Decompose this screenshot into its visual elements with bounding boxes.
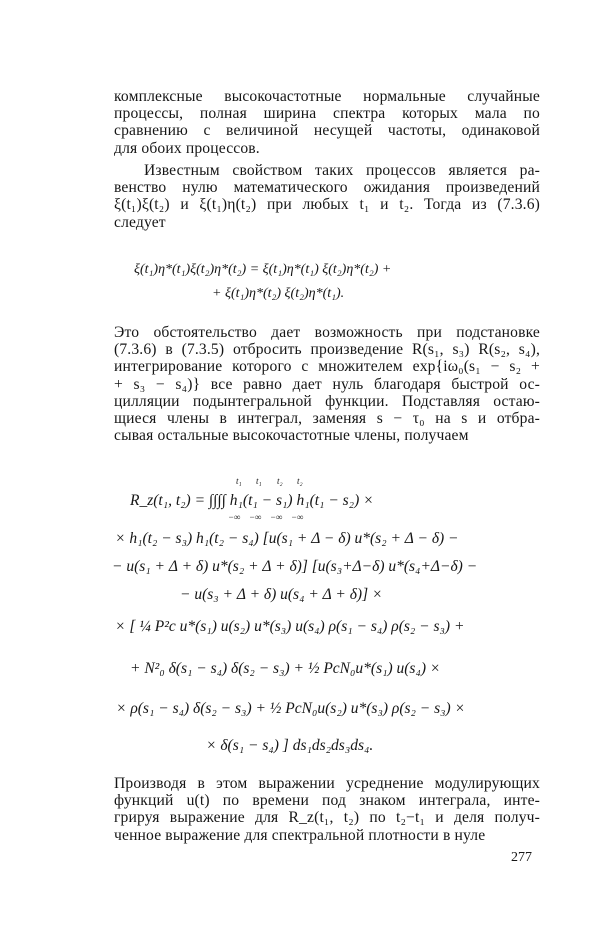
paragraph-2 xyxy=(114,162,540,231)
equation-1-line-1: ξ(t₁)η*(t₁)ξ(t₂)η*(t₂) = ξ(t₁)η*(t₁) ξ(t₂)η*(t₂) + xyxy=(134,262,392,277)
paragraph-3 xyxy=(114,324,540,444)
integral-upper-limit: t₁ xyxy=(236,476,242,486)
equation-2-line-5: × [ ¼ P²c u*(s₁) u(s₂) u*(s₃) u(s₄) ρ(s₁ − s₄) ρ(s₂ − s₃) + xyxy=(115,618,465,635)
text-line: процессы, полная ширина спектра которых мала по xyxy=(114,105,540,123)
text-line: грируя выражение для R_z(t₁, t₂) по t₂−t₁ и деля получ- xyxy=(114,809,540,827)
text-line: Производя в этом выражении усреднение модулирующих xyxy=(114,775,540,792)
equation-2-line-6: + N²₀ δ(s₁ − s₄) δ(s₂ − s₃) + ½ PcN₀u*(s₁) u(s₄) × xyxy=(130,660,441,677)
text-line: венство нулю математического ожидания произведений xyxy=(114,179,540,197)
equation-2-line-8: × δ(s₁ − s₄) ] ds₁ds₂ds₃ds₄. xyxy=(206,737,374,754)
text-line: ченное выражение для спектральной плотности в нуле xyxy=(114,826,486,844)
equation-2-line-1: R_z(t₁, t₂) = ∫∫∫∫ h₁(t₁ − s₁) h₁(t₁ − s₂) × xyxy=(130,492,374,509)
integral-upper-limit: t₂ xyxy=(277,476,283,486)
paragraph-1 xyxy=(114,88,540,157)
text-line: + s₃ − s₄)} все равно дает нуль благодаря быстрой ос- xyxy=(114,375,540,393)
text-line: следует xyxy=(114,213,166,231)
integral-lower-limit: −∞ xyxy=(270,512,283,522)
integral-lower-limit: −∞ xyxy=(291,512,304,522)
text-line: Это обстоятельство дает возможность при подстановке xyxy=(114,324,540,341)
equation-2-line-7: × ρ(s₁ − s₄) δ(s₂ − s₃) + ½ PcN₀u(s₂) u*(s₃) ρ(s₂ − s₃) × xyxy=(116,700,466,717)
text-line: функций u(t) по времени под знаком интеграла, инте- xyxy=(114,792,540,810)
text-line: интегрирование которого с множителем exp{iω₀(s₁ − s₂ + xyxy=(114,358,540,376)
page-number: 277 xyxy=(511,850,532,865)
text-line: ξ(t₁)ξ(t₂) и ξ(t₁)η(t₂) при любых t₁ и t₂. Тогда из (7.3.6) xyxy=(114,196,540,214)
integral-upper-limit: t₂ xyxy=(297,476,303,486)
text-line: цилляции подынтегральной функции. Подставляя остаю- xyxy=(114,392,540,410)
integral-lower-limit: −∞ xyxy=(249,512,262,522)
integral-upper-limit: t₁ xyxy=(256,476,262,486)
integral-lower-limit: −∞ xyxy=(228,512,241,522)
equation-2-line-3: − u(s₁ + Δ + δ) u*(s₂ + Δ + δ)] [u(s₃+Δ−δ) u*(s₄+Δ−δ) − xyxy=(112,558,478,575)
text-line: щиеся члены в интеграл, заменяя s − τ₀ на s и отбра- xyxy=(114,410,540,428)
text-line: комплексные высокочастотные нормальные случайные xyxy=(114,88,540,105)
equation-2-line-4: − u(s₃ + Δ + δ) u(s₄ + Δ + δ)] × xyxy=(180,586,383,603)
equation-1-line-2: + ξ(t₁)η*(t₂) ξ(t₂)η*(t₁). xyxy=(212,286,345,301)
text-line: сравнению с величиной несущей частоты, одинаковой xyxy=(114,122,540,140)
text-line: Известным свойством таких процессов является ра- xyxy=(144,162,540,179)
text-line: для обоих процессов. xyxy=(114,139,260,157)
paragraph-4 xyxy=(114,775,540,844)
text-line: сывая остальные высокочастотные члены, получаем xyxy=(114,427,469,445)
text-line: (7.3.6) в (7.3.5) отбросить произведение R(s₁, s₃) R(s₂, s₄), xyxy=(114,341,540,359)
equation-2-line-2: × h₁(t₂ − s₃) h₁(t₂ − s₄) [u(s₁ + Δ − δ) u*(s₂ + Δ − δ) − xyxy=(115,530,459,547)
